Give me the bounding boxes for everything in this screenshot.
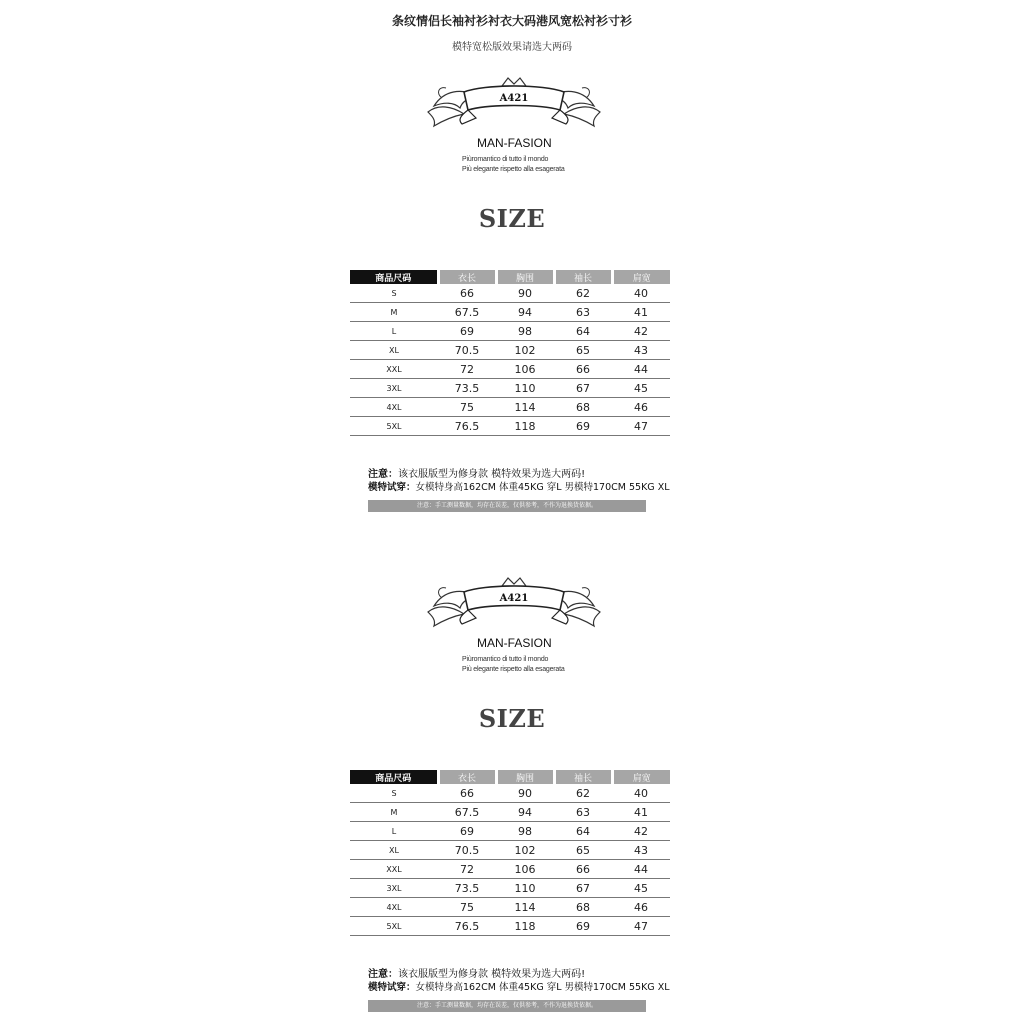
table-cell: 42 xyxy=(612,322,670,341)
table-cell: 64 xyxy=(554,822,612,841)
table-cell: 106 xyxy=(496,360,554,379)
table-row xyxy=(350,917,670,936)
table-cell: 69 xyxy=(438,322,496,341)
table-cell: 44 xyxy=(612,360,670,379)
table-row xyxy=(350,398,670,417)
note-text: 女模特身高162CM 体重45KG 穿L 男模特170CM 55KG XL xyxy=(415,482,670,493)
table-cell: 66 xyxy=(554,360,612,379)
table-row xyxy=(350,379,670,398)
table-cell: 41 xyxy=(612,303,670,322)
table-row xyxy=(350,417,670,436)
table-cell: 110 xyxy=(496,379,554,398)
size-table xyxy=(350,770,670,936)
table-cell: 69 xyxy=(438,822,496,841)
table-cell: 98 xyxy=(496,322,554,341)
table-cell: 68 xyxy=(554,898,612,917)
table-cell: 94 xyxy=(496,803,554,822)
size-label: S xyxy=(350,784,438,803)
table-cell: 94 xyxy=(496,303,554,322)
size-table xyxy=(350,270,670,436)
table-cell: 66 xyxy=(438,784,496,803)
column-header: 商品尺码 xyxy=(350,770,438,784)
table-cell: 118 xyxy=(496,917,554,936)
table-cell: 106 xyxy=(496,860,554,879)
size-label: XXL xyxy=(350,860,438,879)
table-cell: 114 xyxy=(496,898,554,917)
table-cell: 46 xyxy=(612,398,670,417)
table-cell: 98 xyxy=(496,822,554,841)
table-row xyxy=(350,360,670,379)
size-label: 4XL xyxy=(350,398,438,417)
table-cell: 42 xyxy=(612,822,670,841)
table-cell: 69 xyxy=(554,417,612,436)
table-cell: 76.5 xyxy=(438,417,496,436)
size-heading: SIZE xyxy=(478,204,546,233)
table-row xyxy=(350,303,670,322)
size-heading: SIZE xyxy=(478,704,546,733)
size-label: M xyxy=(350,303,438,322)
table-cell: 62 xyxy=(554,284,612,303)
note-text: 该衣服版型为修身款 模特效果为选大两码! xyxy=(398,969,586,980)
table-cell: 47 xyxy=(612,417,670,436)
table-cell: 75 xyxy=(438,898,496,917)
table-cell: 47 xyxy=(612,917,670,936)
fit-note xyxy=(368,465,585,480)
page-title: 条纹情侣长袖衬衫衬衣大码港风宽松衬衫寸衫 xyxy=(391,14,632,28)
brand-crest-logo xyxy=(424,576,604,634)
table-cell: 66 xyxy=(438,284,496,303)
disclaimer-bar: 注意：手工测量数据，均存在误差，仅供参考，不作为退换货依据。 xyxy=(368,1000,646,1012)
size-label: 5XL xyxy=(350,917,438,936)
table-cell: 67.5 xyxy=(438,303,496,322)
table-cell: 65 xyxy=(554,341,612,360)
size-label: M xyxy=(350,803,438,822)
size-label: 4XL xyxy=(350,898,438,917)
table-cell: 45 xyxy=(612,379,670,398)
table-row xyxy=(350,322,670,341)
table-row xyxy=(350,284,670,303)
table-cell: 70.5 xyxy=(438,341,496,360)
brand-badge: A421 xyxy=(499,593,529,604)
table-cell: 72 xyxy=(438,860,496,879)
table-cell: 102 xyxy=(496,841,554,860)
column-header: 衣长 xyxy=(438,770,496,784)
brand-badge: A421 xyxy=(499,93,529,104)
table-header-row xyxy=(350,770,670,784)
size-label: XL xyxy=(350,341,438,360)
table-cell: 68 xyxy=(554,398,612,417)
table-row xyxy=(350,841,670,860)
column-header: 袖长 xyxy=(554,270,612,284)
table-cell: 44 xyxy=(612,860,670,879)
brand-name: MAN-FASION xyxy=(477,136,552,150)
table-header-row xyxy=(350,270,670,284)
table-cell: 73.5 xyxy=(438,879,496,898)
table-cell: 90 xyxy=(496,784,554,803)
size-label: XL xyxy=(350,841,438,860)
table-cell: 43 xyxy=(612,841,670,860)
table-cell: 40 xyxy=(612,784,670,803)
table-cell: 64 xyxy=(554,322,612,341)
table-cell: 40 xyxy=(612,284,670,303)
column-header: 袖长 xyxy=(554,770,612,784)
table-cell: 62 xyxy=(554,784,612,803)
note-text: 该衣服版型为修身款 模特效果为选大两码! xyxy=(398,469,586,480)
table-cell: 110 xyxy=(496,879,554,898)
table-row xyxy=(350,879,670,898)
column-header: 肩宽 xyxy=(612,770,670,784)
brand-crest-logo xyxy=(424,76,604,134)
table-cell: 67 xyxy=(554,379,612,398)
note-label: 模特试穿： xyxy=(368,482,416,493)
note-text: 女模特身高162CM 体重45KG 穿L 男模特170CM 55KG XL xyxy=(415,982,670,993)
brand-name: MAN-FASION xyxy=(477,636,552,650)
table-cell: 43 xyxy=(612,341,670,360)
page-subtitle: 模特宽松版效果请选大两码 xyxy=(452,42,572,53)
disclaimer-bar: 注意：手工测量数据，均存在误差，仅供参考，不作为退换货依据。 xyxy=(368,500,646,512)
size-label: L xyxy=(350,822,438,841)
size-label: L xyxy=(350,322,438,341)
table-row xyxy=(350,341,670,360)
column-header: 商品尺码 xyxy=(350,270,438,284)
table-cell: 67 xyxy=(554,879,612,898)
table-cell: 63 xyxy=(554,303,612,322)
size-label: 3XL xyxy=(350,379,438,398)
table-cell: 41 xyxy=(612,803,670,822)
table-row xyxy=(350,803,670,822)
table-cell: 118 xyxy=(496,417,554,436)
brand-tagline: Più elegante rispetto alla esagerata xyxy=(462,166,565,173)
table-cell: 102 xyxy=(496,341,554,360)
brand-tagline: Più elegante rispetto alla esagerata xyxy=(462,666,565,673)
column-header: 胸围 xyxy=(496,770,554,784)
table-cell: 66 xyxy=(554,860,612,879)
column-header: 衣长 xyxy=(438,270,496,284)
table-cell: 69 xyxy=(554,917,612,936)
column-header: 肩宽 xyxy=(612,270,670,284)
table-cell: 65 xyxy=(554,841,612,860)
size-label: 5XL xyxy=(350,417,438,436)
brand-tagline: Piùromantico di tutto il mondo xyxy=(462,156,549,163)
model-note xyxy=(368,979,670,993)
size-label: S xyxy=(350,284,438,303)
table-row xyxy=(350,860,670,879)
size-label: 3XL xyxy=(350,879,438,898)
table-row xyxy=(350,784,670,803)
table-cell: 67.5 xyxy=(438,803,496,822)
table-cell: 75 xyxy=(438,398,496,417)
note-label: 注意： xyxy=(368,969,398,980)
table-cell: 46 xyxy=(612,898,670,917)
note-label: 注意： xyxy=(368,469,398,480)
column-header: 胸围 xyxy=(496,270,554,284)
size-label: XXL xyxy=(350,360,438,379)
model-note xyxy=(368,479,670,493)
fit-note xyxy=(368,965,585,980)
note-label: 模特试穿： xyxy=(368,982,416,993)
table-row xyxy=(350,822,670,841)
table-cell: 72 xyxy=(438,360,496,379)
table-cell: 63 xyxy=(554,803,612,822)
table-cell: 73.5 xyxy=(438,379,496,398)
table-cell: 45 xyxy=(612,879,670,898)
table-cell: 76.5 xyxy=(438,917,496,936)
brand-tagline: Piùromantico di tutto il mondo xyxy=(462,656,549,663)
table-cell: 70.5 xyxy=(438,841,496,860)
table-cell: 114 xyxy=(496,398,554,417)
table-row xyxy=(350,898,670,917)
table-cell: 90 xyxy=(496,284,554,303)
